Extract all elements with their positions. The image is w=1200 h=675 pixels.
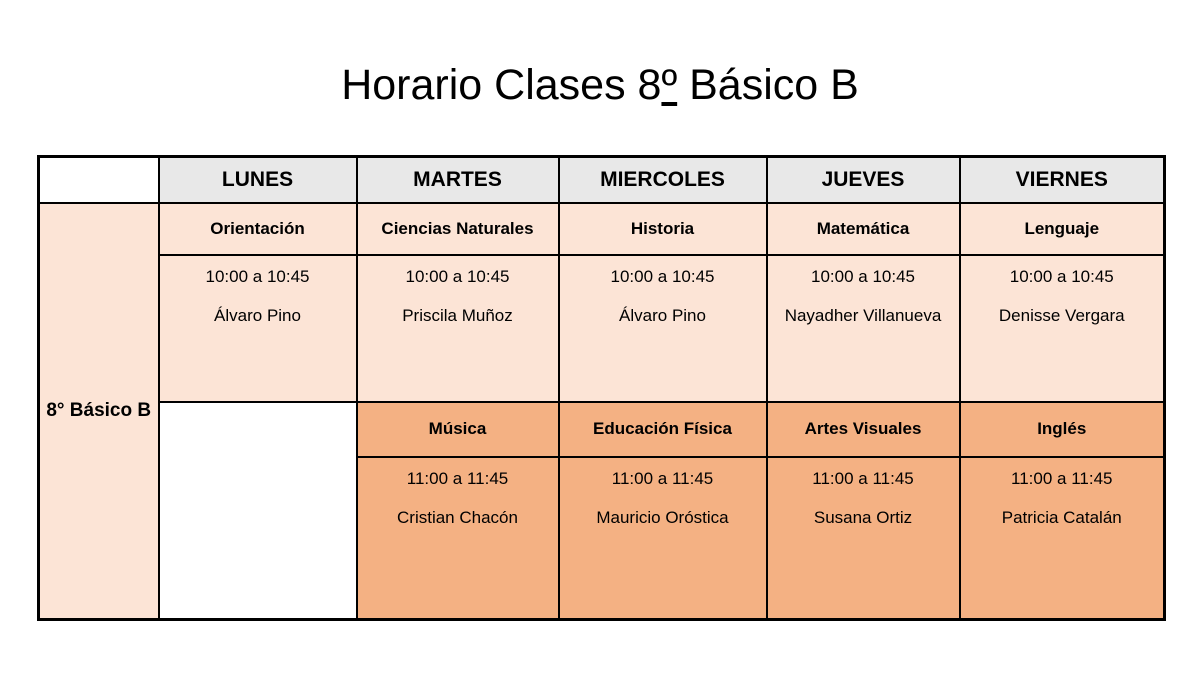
detail-cell: [767, 255, 960, 402]
subject-cell: Lenguaje: [960, 203, 1165, 255]
day-header-viernes: VIERNES: [960, 157, 1165, 203]
corner-cell: [39, 157, 159, 203]
schedule-table: [37, 155, 1166, 621]
teacher-label: Mauricio Oróstica: [596, 507, 729, 527]
time-label: 11:00 a 11:45: [611, 468, 714, 488]
detail-cell: [559, 255, 767, 402]
page-title-suffix: Básico B: [677, 61, 859, 109]
detail-cell: [159, 255, 357, 402]
day-header-jueves: JUEVES: [767, 157, 960, 203]
subject-cell: Educación Física: [559, 402, 767, 457]
detail-cell: [960, 457, 1165, 620]
teacher-label: Patricia Catalán: [1001, 507, 1122, 527]
time-label: 10:00 a 10:45: [1009, 266, 1114, 286]
block1-subject-row: [39, 203, 1165, 255]
teacher-label: Denisse Vergara: [998, 305, 1125, 325]
time-label: 11:00 a 11:45: [406, 468, 509, 488]
day-header-martes: MARTES: [357, 157, 559, 203]
empty-lunes-cell: [159, 402, 357, 620]
subject-cell: Música: [357, 402, 559, 457]
teacher-label: Priscila Muñoz: [402, 305, 513, 325]
time-label: 11:00 a 11:45: [1011, 468, 1113, 488]
teacher-label: Cristian Chacón: [397, 507, 518, 527]
time-label: 10:00 a 10:45: [405, 266, 510, 286]
time-label: 10:00 a 10:45: [811, 266, 915, 286]
block2-subject-row: [39, 402, 1165, 457]
page-title-prefix: Horario Clases 8: [341, 61, 662, 109]
detail-cell: [960, 255, 1165, 402]
class-row-label: 8° Básico B: [39, 203, 159, 620]
teacher-label: Álvaro Pino: [214, 305, 301, 325]
day-header-row: [39, 157, 1165, 203]
teacher-label: Susana Ortiz: [813, 507, 913, 527]
subject-cell: Matemática: [767, 203, 960, 255]
page-title: [0, 61, 1200, 109]
time-label: 10:00 a 10:45: [610, 266, 715, 286]
subject-cell: Orientación: [159, 203, 357, 255]
teacher-label: Nayadher Villanueva: [784, 305, 942, 325]
time-label: 11:00 a 11:45: [812, 468, 914, 488]
day-header-miercoles: MIERCOLES: [559, 157, 767, 203]
time-label: 10:00 a 10:45: [205, 266, 310, 286]
subject-cell: Historia: [559, 203, 767, 255]
teacher-label: Álvaro Pino: [619, 305, 706, 325]
day-header-lunes: LUNES: [159, 157, 357, 203]
subject-cell: Artes Visuales: [767, 402, 960, 457]
detail-cell: [559, 457, 767, 620]
subject-cell: Ciencias Naturales: [357, 203, 559, 255]
subject-cell: Inglés: [960, 402, 1165, 457]
page-title-ordinal: º: [661, 61, 678, 109]
detail-cell: [357, 457, 559, 620]
detail-cell: [767, 457, 960, 620]
block1-detail-row: [39, 255, 1165, 402]
detail-cell: [357, 255, 559, 402]
